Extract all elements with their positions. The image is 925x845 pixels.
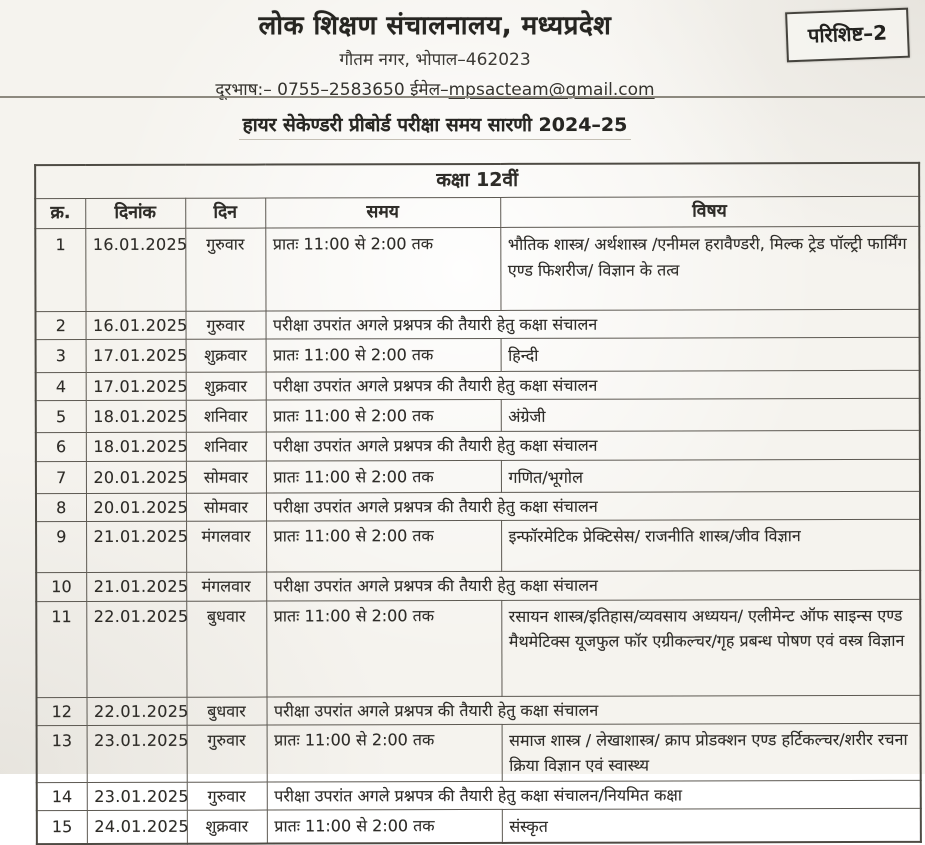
table-row — [36, 337, 920, 372]
email-label: ईमेल– — [410, 80, 449, 100]
row-activity: परीक्षा उपरांत अगले प्रश्नपत्र की तैयारी हेतु कक्षा संचालन — [265, 309, 919, 339]
row-serial-no: 3 — [36, 340, 86, 373]
row-day: गुरुवार — [187, 782, 267, 810]
letterhead — [0, 6, 870, 100]
document-title-text: हायर सेकेण्डरी प्रीबोर्ड परीक्षा समय सारणी 2024–25 — [239, 114, 632, 140]
row-day: मंगलवार — [186, 522, 266, 573]
header-subject: विषय — [500, 196, 919, 227]
row-subject: इन्फॉरमेटिक प्रेक्टिसेस/ राजनीति शास्त्र/जीव विज्ञान — [501, 520, 920, 572]
row-serial-no: 9 — [36, 522, 86, 573]
row-day: शुक्रवार — [187, 810, 267, 843]
row-date: 23.01.2025 — [87, 725, 187, 782]
row-activity: परीक्षा उपरांत अगले प्रश्नपत्र की तैयारी हेतु कक्षा संचालन/नियमित कक्षा — [267, 780, 921, 810]
row-time: प्रातः 11:00 से 2:00 तक — [265, 227, 500, 311]
row-day: मंगलवार — [186, 573, 266, 601]
appendix-stamp-box: परिशिष्ट–2 — [785, 8, 910, 63]
table-row — [36, 492, 920, 523]
row-serial-no: 4 — [36, 372, 86, 400]
row-date: 21.01.2025 — [86, 522, 186, 573]
row-date: 22.01.2025 — [86, 601, 186, 697]
row-subject: समाज शास्त्र / लेखाशास्त्र/ क्राप प्रोडक्शन एण्ड हर्टिकल्चर/शरीर रचना क्रिया विज्ञान एवं स्वास्थ्य — [502, 723, 921, 781]
row-time: प्रातः 11:00 से 2:00 तक — [266, 460, 501, 493]
row-serial-no: 5 — [36, 400, 86, 433]
row-serial-no: 12 — [37, 697, 87, 725]
row-date: 20.01.2025 — [86, 494, 186, 522]
table-row — [35, 309, 919, 340]
table-row — [36, 599, 920, 697]
table-row — [35, 226, 919, 311]
row-subject: अंग्रेजी — [501, 398, 920, 432]
row-subject: रसायन शास्त्र/इतिहास/व्यवसाय अध्ययन/ एलीमेन्ट ऑफ साइन्स एण्ड मैथमेटिक्स यूजफुल फॉर एग्रीकल्चर/गृह प्रबन्ध पोषण एवं वस्त्र विज्ञान — [501, 599, 920, 696]
row-serial-no: 1 — [35, 228, 85, 311]
row-time: प्रातः 11:00 से 2:00 तक — [267, 810, 502, 844]
header-date: दिनांक — [85, 198, 185, 229]
row-day: गुरुवार — [185, 311, 265, 339]
timetable-body — [35, 226, 921, 844]
row-serial-no: 11 — [36, 601, 86, 697]
timetable — [34, 162, 922, 845]
table-row — [37, 723, 921, 783]
row-date: 22.01.2025 — [87, 697, 187, 725]
organization-address: गौतम नगर, भोपाल–462023 — [339, 50, 531, 70]
row-date: 17.01.2025 — [86, 372, 186, 400]
row-subject: गणित/भूगोल — [501, 459, 920, 493]
table-header-row — [35, 196, 919, 229]
row-date: 24.01.2025 — [87, 810, 187, 843]
row-activity: परीक्षा उपरांत अगले प्रश्नपत्र की तैयारी हेतु कक्षा संचालन — [267, 695, 921, 725]
row-date: 18.01.2025 — [86, 400, 186, 433]
header-time: समय — [265, 197, 500, 228]
table-row — [36, 459, 920, 494]
phone-label: दूरभाष:– — [215, 80, 272, 100]
row-date: 16.01.2025 — [85, 311, 185, 339]
row-day: सोमवार — [186, 493, 266, 521]
class-title-row — [35, 163, 919, 198]
row-serial-no: 10 — [36, 573, 86, 601]
row-day: सोमवार — [186, 461, 266, 494]
row-serial-no: 14 — [37, 783, 87, 811]
row-serial-no: 6 — [36, 433, 86, 461]
table-row — [36, 571, 920, 602]
document-title — [0, 111, 870, 137]
table-row — [37, 809, 921, 844]
table-row — [36, 431, 920, 462]
header-sno: क्र. — [35, 198, 85, 229]
row-activity: परीक्षा उपरांत अगले प्रश्नपत्र की तैयारी हेतु कक्षा संचालन — [266, 431, 920, 461]
class-title: कक्षा 12वीं — [35, 163, 919, 198]
header-day: दिन — [185, 198, 265, 229]
row-serial-no: 13 — [37, 725, 87, 782]
phone-number: 0755–2583650 — [277, 80, 405, 100]
email-address: mpsacteam@gmail.com — [448, 80, 655, 100]
row-day: बुधवार — [187, 697, 267, 725]
row-day: बुधवार — [186, 601, 266, 697]
table-row — [36, 520, 920, 573]
row-subject: हिन्दी — [501, 337, 920, 371]
row-subject: भौतिक शास्त्र/ अर्थशास्त्र /एनीमल हरावैण्डरी, मिल्क ट्रेड पॉल्ट्री फार्मिंग एण्ड फिशरीज/ विज्ञान के तत्व — [500, 226, 919, 310]
row-time: प्रातः 11:00 से 2:00 तक — [267, 724, 502, 782]
table-row — [36, 370, 920, 401]
table-row — [37, 780, 921, 811]
row-serial-no: 7 — [36, 461, 86, 494]
row-day: शनिवार — [186, 400, 266, 433]
organization-name: लोक शिक्षण संचालनालय, मध्यप्रदेश — [258, 11, 612, 41]
row-time: प्रातः 11:00 से 2:00 तक — [266, 399, 501, 432]
row-day: शनिवार — [186, 433, 266, 461]
row-date: 23.01.2025 — [87, 782, 187, 810]
row-date: 17.01.2025 — [86, 339, 186, 372]
row-serial-no: 8 — [36, 494, 86, 522]
row-serial-no: 15 — [37, 811, 87, 844]
row-activity: परीक्षा उपरांत अगले प्रश्नपत्र की तैयारी हेतु कक्षा संचालन — [266, 571, 920, 601]
row-time: प्रातः 11:00 से 2:00 तक — [266, 600, 501, 697]
row-day: गुरुवार — [187, 725, 267, 782]
row-time: प्रातः 11:00 से 2:00 तक — [266, 339, 501, 372]
row-date: 18.01.2025 — [86, 433, 186, 461]
table-row — [36, 398, 920, 433]
row-date: 20.01.2025 — [86, 461, 186, 494]
row-time: प्रातः 11:00 से 2:00 तक — [266, 521, 501, 573]
table-row — [37, 695, 921, 726]
row-day: शुक्रवार — [186, 339, 266, 372]
row-date: 16.01.2025 — [85, 228, 185, 311]
row-day: गुरुवार — [185, 228, 265, 311]
letterhead-divider — [0, 96, 925, 98]
row-activity: परीक्षा उपरांत अगले प्रश्नपत्र की तैयारी हेतु कक्षा संचालन — [266, 370, 920, 400]
row-date: 21.01.2025 — [86, 573, 186, 601]
row-day: शुक्रवार — [186, 372, 266, 400]
row-activity: परीक्षा उपरांत अगले प्रश्नपत्र की तैयारी हेतु कक्षा संचालन — [266, 492, 920, 522]
row-subject: संस्कृत — [502, 809, 921, 843]
row-serial-no: 2 — [35, 311, 85, 339]
